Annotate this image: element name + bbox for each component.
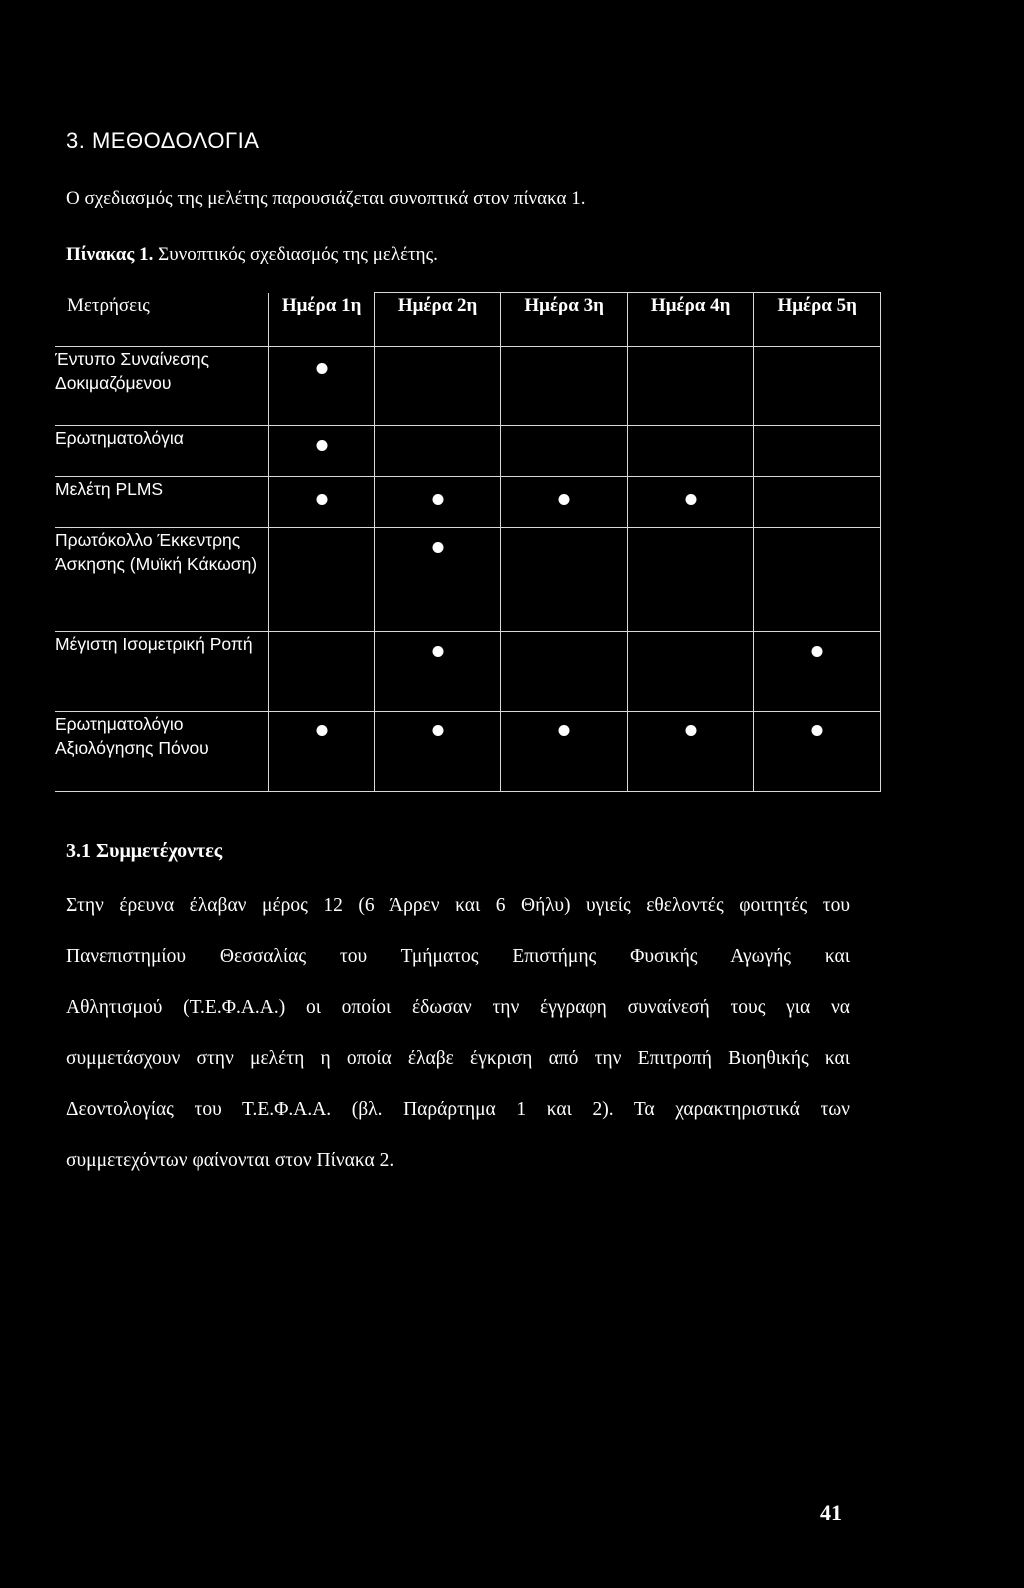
day-cell (627, 528, 754, 632)
day-cell (501, 347, 628, 426)
day-cell (627, 347, 754, 426)
day-cell (501, 528, 628, 632)
day-cell (754, 347, 881, 426)
day-cell (269, 426, 374, 477)
header-day-2: Ημέρα 2η (374, 293, 501, 347)
header-day-4: Ημέρα 4η (627, 293, 754, 347)
header-day-5: Ημέρα 5η (754, 293, 881, 347)
table-row (55, 426, 881, 477)
day-cell (374, 632, 501, 712)
check-dot-icon (316, 440, 327, 451)
study-design-table (55, 292, 881, 792)
day-cell (501, 477, 628, 528)
day-cell (627, 426, 754, 477)
day-cell (627, 712, 754, 792)
header-measurements: Μετρήσεις (55, 293, 269, 347)
day-cell (627, 632, 754, 712)
day-cell (269, 712, 374, 792)
page-number: 41 (820, 1500, 842, 1525)
day-cell (754, 426, 881, 477)
check-dot-icon (812, 725, 823, 736)
row-label: Ερωτηματολόγιο Αξιολόγησης Πόνου (55, 712, 269, 792)
subsection-heading: 3.1 Συμμετέχοντες (66, 840, 223, 862)
day-cell (374, 426, 501, 477)
paragraph-line: Αθλητισμού (Τ.Ε.Φ.Α.Α.) οι οποίοι έδωσαν την έγγραφη συναίνεσή τους για να (66, 997, 850, 1018)
row-label: Πρωτόκολλο Έκκεντρης Άσκησης (Μυϊκή Κάκωση) (55, 528, 269, 632)
section-intro: Ο σχεδιασμός της μελέτης παρουσιάζεται συνοπτικά στον πίνακα 1. (66, 188, 586, 209)
table-row (55, 528, 881, 632)
paragraph-line: συμμετάσχουν στην μελέτη η οποία έλαβε έγκριση από την Επιτροπή Βιοηθικής και (66, 1048, 850, 1069)
paragraph-line: Στην έρευνα έλαβαν μέρος 12 (6 Άρρεν και 6 Θήλυ) υγιείς εθελοντές φοιτητές του (66, 895, 850, 916)
table-row (55, 477, 881, 528)
section-heading: 3. ΜΕΘΟΔΟΛΟΓΙΑ (66, 128, 260, 153)
day-cell (754, 477, 881, 528)
row-label: Έντυπο Συναίνεσης Δοκιμαζόμενου (55, 347, 269, 426)
row-label: Ερωτηματολόγια (55, 426, 269, 477)
day-cell (269, 347, 374, 426)
check-dot-icon (812, 646, 823, 657)
day-cell (501, 426, 628, 477)
check-dot-icon (559, 725, 570, 736)
check-dot-icon (432, 542, 443, 553)
day-cell (374, 712, 501, 792)
paragraph-line: Πανεπιστημίου Θεσσαλίας του Τμήματος Επιστήμης Φυσικής Αγωγής και (66, 946, 850, 967)
table-caption (66, 244, 438, 266)
check-dot-icon (316, 494, 327, 505)
day-cell (627, 477, 754, 528)
check-dot-icon (685, 494, 696, 505)
day-cell (754, 528, 881, 632)
day-cell (374, 347, 501, 426)
day-cell (754, 632, 881, 712)
table-caption-label: Πίνακας 1. (66, 244, 154, 265)
day-cell (754, 712, 881, 792)
check-dot-icon (685, 725, 696, 736)
check-dot-icon (316, 363, 327, 374)
check-dot-icon (432, 494, 443, 505)
header-day-1: Ημέρα 1η (269, 293, 374, 347)
table-row (55, 712, 881, 792)
day-cell (374, 477, 501, 528)
check-dot-icon (432, 646, 443, 657)
paragraph-line: Δεοντολογίας του Τ.Ε.Φ.Α.Α. (βλ. Παράρτημα 1 και 2). Τα χαρακτηριστικά των (66, 1099, 850, 1120)
header-day-3: Ημέρα 3η (501, 293, 628, 347)
day-cell (374, 528, 501, 632)
table-header-row (55, 293, 881, 347)
table-row (55, 347, 881, 426)
check-dot-icon (559, 494, 570, 505)
check-dot-icon (316, 725, 327, 736)
day-cell (269, 632, 374, 712)
table-row (55, 632, 881, 712)
day-cell (269, 477, 374, 528)
row-label: Μέγιστη Ισομετρική Ροπή (55, 632, 269, 712)
check-dot-icon (432, 725, 443, 736)
day-cell (501, 632, 628, 712)
table-caption-text: Συνοπτικός σχεδιασμός της μελέτης. (153, 244, 438, 265)
row-label: Μελέτη PLMS (55, 477, 269, 528)
participants-paragraph (66, 880, 850, 1186)
day-cell (269, 528, 374, 632)
paragraph-line: συμμετεχόντων φαίνονται στον Πίνακα 2. (66, 1150, 395, 1171)
day-cell (501, 712, 628, 792)
